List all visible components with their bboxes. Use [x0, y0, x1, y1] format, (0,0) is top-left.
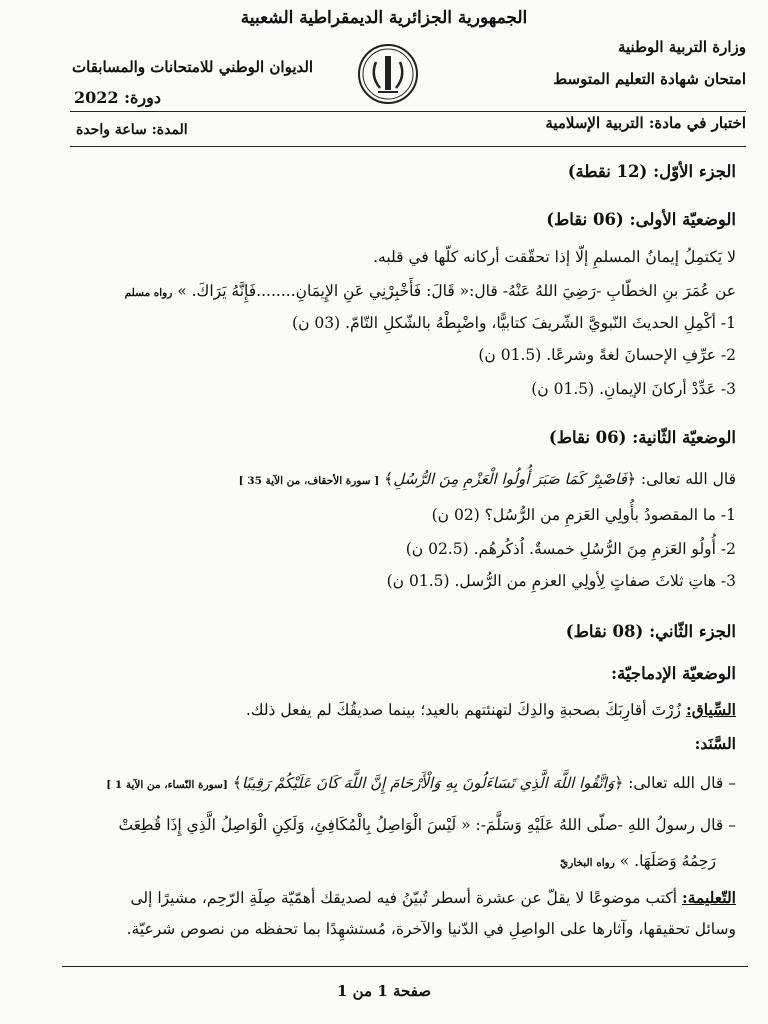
context-label: السِّياق:	[685, 700, 736, 719]
hadith-line	[125, 282, 736, 300]
emblem-logo	[356, 42, 420, 106]
hadith-source: رواه مسلم	[124, 287, 173, 299]
integration-title: الوضعيّة الإدماجيّة:	[611, 664, 736, 683]
situation1-text: لا يَكتمِلُ إيمانُ المسلمِ إلّا إذا تحقّقت أركانه كلّها في قلبه.	[373, 248, 736, 266]
support-label: السَّنَد:	[694, 734, 736, 753]
context-line	[246, 700, 736, 719]
exam-label: امتحان شهادة التعليم المتوسط	[553, 70, 746, 88]
question-1-1: 1- أكْمِلِ الحديثَ النّبويَّ الشّريفَ كتابيًّا، واضْبِطْهُ بالشّكلِ التّامّ. (03 ن)	[292, 314, 736, 332]
task-line2: وسائل تحقيقها، وآثارها على الواصِلِ في الدّنيا والآخرة، مُستشهِدًا بما تحفظه من نصوص شرعيّة.	[126, 920, 736, 938]
support-verse-end: ﴾	[232, 774, 242, 792]
support-hadith-line2	[560, 852, 716, 870]
task-text-1: أكتب موضوعًا لا يقلّ عن عشرة أسطر تُبيّنُ فيه لصديقك أهمّيّة صِلَةِ الرّحِم، مشيرًا إلى	[130, 889, 678, 907]
support-verse-line	[106, 774, 736, 792]
duration-label: المدة: ساعة واحدة	[76, 122, 188, 138]
verse-intro: قال الله تعالى: ﴿	[626, 470, 736, 488]
task-line1	[130, 888, 736, 907]
hadith-text: عن عُمَرَ بنِ الخطّابِ -رَضِيَ اللهُ عَنْهُ- قال:« قَالَ: فَأَخْبِرْنِي عَنِ الإِيمَانِ........فَإِنَّهُ يَرَاكَ. »	[177, 282, 736, 300]
verse-source: [ سورة الأحقاف، من الآية 35 ]	[238, 475, 380, 487]
verse-line	[239, 470, 736, 488]
support-verse-source: [سورة النّساء، من الآية 1 ]	[106, 779, 228, 791]
task-label: التّعليمة:	[682, 888, 736, 907]
question-2-2: 2- أُولُو العَزمِ مِنَ الرُّسُلِ خمسةٌ. اُذكُرهُم. (02.5 ن)	[405, 540, 736, 558]
context-text: زُرْتَ أقارِبَكَ بصحبةِ والدِكَ لتهنئتهم بالعيد؛ بينما صديقُكَ لم يفعل ذلك.	[245, 701, 682, 719]
part1-title: الجزء الأوّل: (12 نقطة)	[567, 162, 736, 181]
session-label: دورة: 2022	[74, 88, 161, 107]
part2-title: الجزء الثّاني: (08 نقاط)	[565, 622, 736, 641]
question-2-1: 1- ما المقصودُ بأُولِي العَزمِ من الرُّسُل؟ (02 ن)	[431, 506, 736, 524]
republic-title: الجمهورية الجزائرية الديمقراطية الشعبية	[240, 8, 528, 28]
question-2-3: 3- هاتِ ثلاثَ صفاتٍ لِأولِي العزمِ من الرُّسل. (01.5 ن)	[386, 572, 736, 590]
question-1-3: 3- عَدِّدْ أركانَ الإيمانِ. (01.5 ن)	[531, 380, 736, 398]
subject-rule	[70, 146, 746, 147]
support-hadith-line1: – قال رسولُ اللهِ -صلّى اللهُ عَلَيْهِ وَسَلَّمَ-: « لَيْسَ الْوَاصِلُ بِالْمُكَافِئِ، وَلَكِنِ الْوَاصِلُ الَّذِي إِذَا قُطِعَتْ	[118, 816, 736, 834]
office-label: الديوان الوطني للامتحانات والمسابقات	[72, 58, 314, 76]
verse-end: ﴾	[384, 470, 394, 488]
verse-text: فَاصْبِرْ كَمَا صَبَرَ أُولُوا الْعَزْمِ مِنَ الرُّسُلِ	[393, 470, 627, 488]
question-1-2: 2- عرِّفِ الإحسانَ لغةً وشرعًا. (01.5 ن)	[478, 346, 736, 364]
support-verse-intro: – قال الله تعالى: ﴿	[614, 774, 736, 792]
support-hadith-source: رواه البخاريّ	[560, 857, 615, 869]
header-rule	[70, 111, 746, 112]
page-number: صفحة 1 من 1	[336, 982, 432, 1000]
support-hadith-end: رَحِمُهُ وَصَلَهَا. »	[619, 852, 716, 870]
subject-label: اختبار في مادة: التربية الإسلامية	[545, 114, 746, 132]
support-verse-text: وَاتَّقُوا اللَّهَ الَّذِي تَسَاءَلُونَ بِهِ وَالْأَرْحَامَ إِنَّ اللَّهَ كَانَ عَلَيْكُمْ رَقِيبًا	[241, 774, 615, 792]
situation1-title: الوضعيّة الأولى: (06 نقاط)	[546, 210, 736, 229]
situation2-title: الوضعيّة الثّانية: (06 نقاط)	[548, 428, 736, 447]
ministry-label: وزارة التربية الوطنية	[617, 38, 746, 56]
footer-rule	[62, 966, 748, 967]
